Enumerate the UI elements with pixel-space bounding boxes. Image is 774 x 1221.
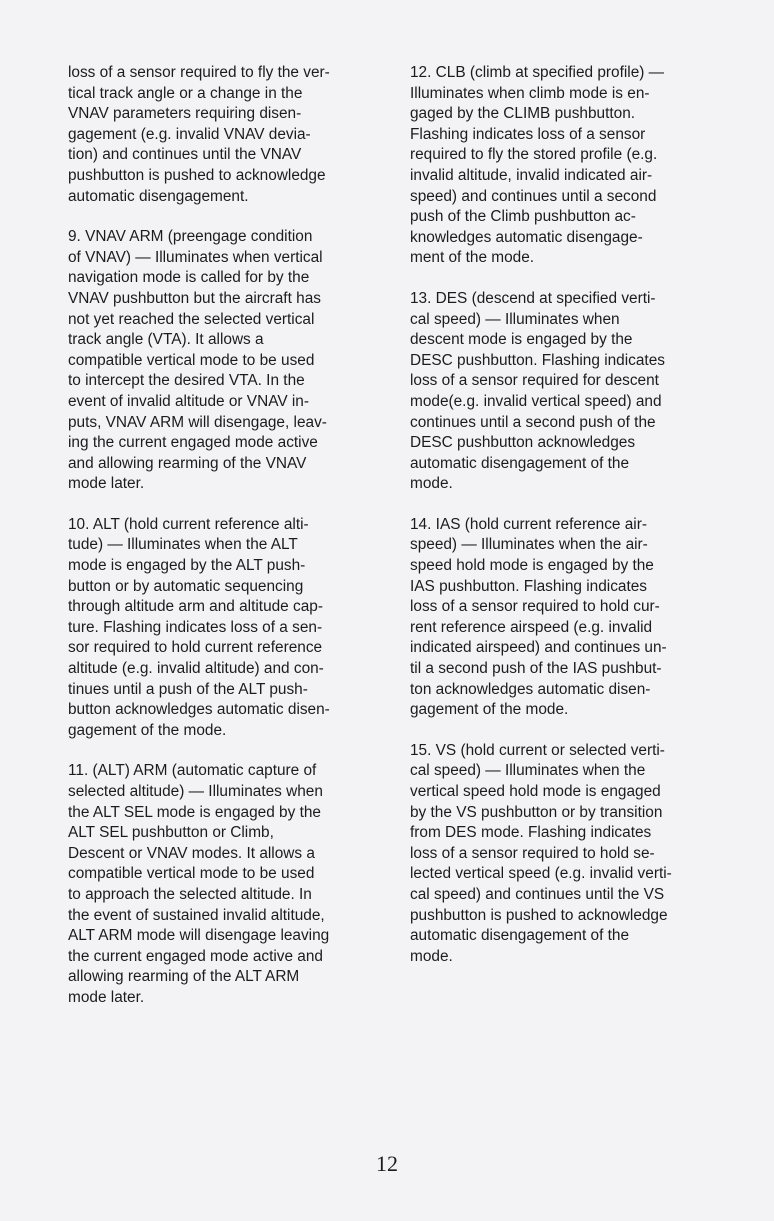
paragraph-clb: 12. CLB (climb at specified profile) — Illuminates when climb mode is en- gaged by the CLIMB pushbutton. Flashing indicates loss of a sensor required to fly the stored profile (e.g. invalid altitude, invalid indicated air- speed) and continues until a second push of the Climb pushbutton ac- knowledges automatic disengage- ment of the mode.: [410, 64, 665, 267]
paragraph-ias: 14. IAS (hold current reference air- speed) — Illuminates when the air- speed hold mode is engaged by the IAS pushbutton. Flashing indicates loss of a sensor required to hold cur- rent reference airspeed (e.g. invalid indicated airspeed) and continues un- til a second push of the IAS pushbut- ton acknowledges automatic disen- gagement of the mode.: [410, 515, 667, 719]
right-column: [410, 63, 720, 987]
paragraph-vs: 15. VS (hold current or selected verti- cal speed) — Illuminates when the vertical speed hold mode is engaged by the VS pushbutton or by transition from DES mode. Flashing indicates loss of a sensor required to hold se- lected vertical speed (e.g. invalid verti- cal speed) and continues until the VS pushbutton is pushed to acknowledge automatic disengagement of the mode.: [410, 741, 672, 965]
left-column: [68, 63, 376, 1029]
paragraph-vnav-arm: 9. VNAV ARM (preengage condition of VNAV) — Illuminates when vertical navigation mode is called for by the VNAV pushbutton but the aircraft has not yet reached the selected vertical track angle (VTA). It allows a compatible vertical mode to be used to intercept the desired VTA. In the event of invalid altitude or VNAV in- puts, VNAV ARM will disengage, leav- ing the current engaged mode active and allowing rearming of the VNAV mode later.: [68, 228, 327, 493]
paragraph-des: 13. DES (descend at specified verti- cal speed) — Illuminates when descent mode is engaged by the DESC pushbutton. Flashing indicates loss of a sensor required for descent mode(e.g. invalid vertical speed) and continues until a second push of the DESC pushbutton acknowledges automatic disengagement of the mode.: [410, 289, 665, 493]
paragraph-alt-arm: 11. (ALT) ARM (automatic capture of selected altitude) — Illuminates when the ALT SEL mode is engaged by the ALT SEL pushbutton or Climb, Descent or VNAV modes. It allows a compatible vertical mode to be used to approach the selected altitude. In the event of sustained invalid altitude, ALT ARM mode will disengage leaving the current engaged mode active and allowing rearming of the ALT ARM mode later.: [68, 762, 330, 1006]
page-number: 12: [376, 1151, 398, 1176]
paragraph-alt: 10. ALT (hold current reference alti- tude) — Illuminates when the ALT mode is engaged by the ALT push- button or by automatic sequencing through altitude arm and altitude cap- ture. Flashing indicates loss of a sen- sor required to hold current reference altitude (e.g. invalid altitude) and con- tinues until a push of the ALT push- button acknowledges automatic disen- gagement of the mode.: [68, 515, 330, 739]
paragraph-vnav-continued: loss of a sensor required to fly the ver- tical track angle or a change in the VNAV parameters requiring disen- gagement (e.g. invalid VNAV devia- tion) and continues until the VNAV pushbutton is pushed to acknowledge automatic disengagement.: [68, 64, 330, 205]
